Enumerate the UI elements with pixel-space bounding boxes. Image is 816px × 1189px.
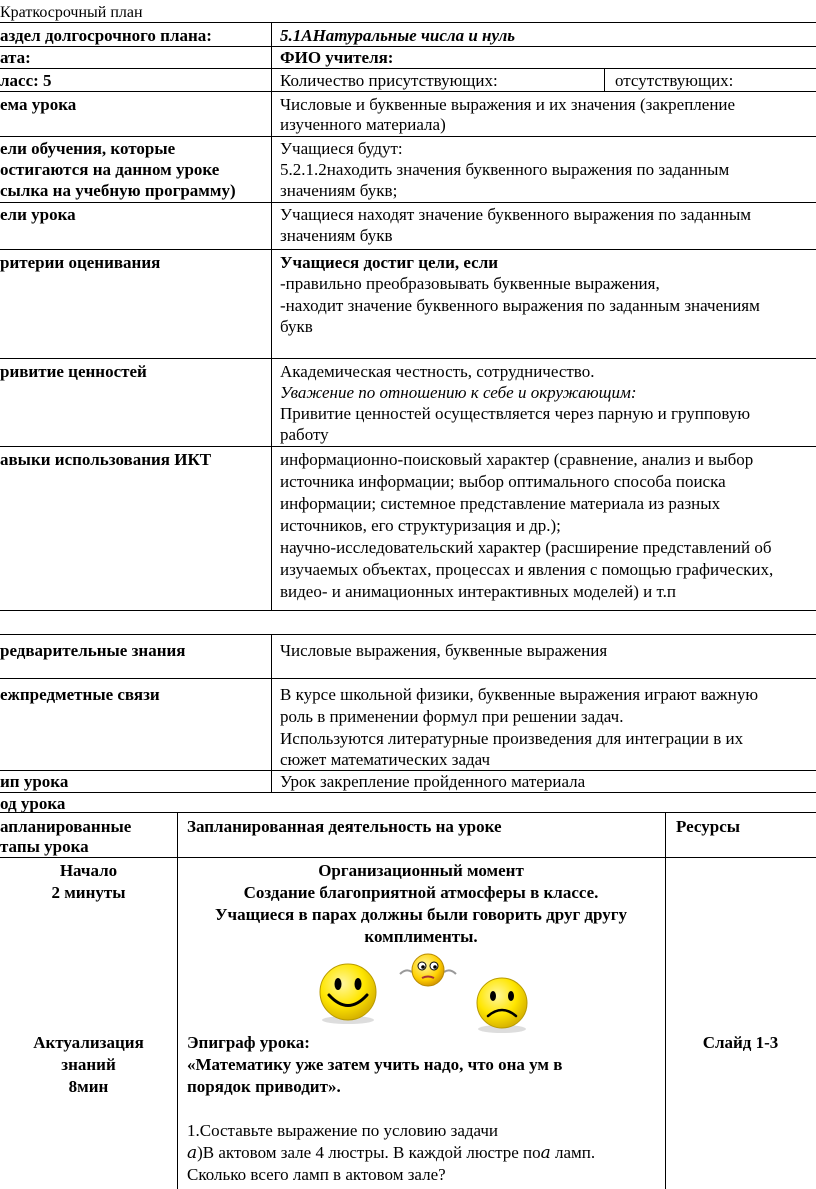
section-label: аздел долгосрочного плана: — [0, 26, 212, 45]
stage-start-name: Начало — [59, 861, 118, 880]
present-count-label: Количество присутствующих: — [280, 71, 498, 90]
task-line: 𝑎)В актовом зале 4 люстры. В каждой люстре по𝑎 ламп. — [187, 1143, 596, 1162]
table-line — [0, 202, 816, 203]
stages-header: апланированные — [0, 817, 132, 836]
cross-subject-label: ежпредметные связи — [0, 685, 160, 704]
ict-line: информационно-поисковый характер (сравнение, анализ и выбор — [280, 450, 754, 469]
cross-subject-line: роль в применении формул при решении задач. — [280, 707, 624, 726]
lesson-type-label: ип урока — [0, 772, 69, 791]
org-moment-line: Учащиеся в парах должны были говорить друг другу — [215, 905, 627, 924]
slide-resource: Слайд 1-3 — [702, 1033, 779, 1052]
lesson-goals-line: значениям букв — [280, 226, 393, 245]
values-line: Академическая честность, сотрудничество. — [280, 362, 595, 381]
table-line — [0, 812, 816, 813]
task-line: 1.Составьте выражение по условию задачи — [187, 1121, 499, 1140]
table-line — [271, 22, 272, 610]
section-value: 5.1АНатуральные числа и нуль — [280, 26, 516, 45]
stage-start-time: 2 минуты — [51, 883, 126, 902]
table-line — [0, 249, 816, 250]
lesson-goals-label: ели урока — [0, 205, 76, 224]
epigraph-line: порядок приводит». — [187, 1077, 341, 1096]
lesson-goals-line: Учащиеся находят значение буквенного выражения по заданным — [280, 205, 752, 224]
activity-header: Запланированная деятельность на уроке — [187, 817, 502, 836]
stage-actualization: знаний — [61, 1055, 116, 1074]
resources-header: Ресурсы — [676, 817, 741, 836]
table-line — [0, 22, 816, 23]
topic-line: Числовые и буквенные выражения и их значения (закрепление — [280, 95, 736, 114]
table-line — [0, 446, 816, 447]
ict-line: научно-исследовательский характер (расширение представлений об — [280, 538, 772, 557]
table-line — [271, 634, 272, 792]
table-line — [0, 610, 816, 611]
goals-line: Учащиеся будут: — [280, 139, 403, 158]
date-label: ата: — [0, 48, 31, 67]
stage-actualization: Актуализация — [33, 1033, 144, 1052]
goals-label: сылка на учебную программу) — [0, 181, 236, 200]
epigraph-line: «Математику уже затем учить надо, что она ум в — [187, 1055, 563, 1074]
values-line: Уважение по отношению к себе и окружающим: — [280, 383, 637, 402]
criteria-line: букв — [280, 317, 313, 336]
prior-knowledge-value: Числовые выражения, буквенные выражения — [280, 641, 608, 660]
smiley-thinking-icon — [396, 950, 460, 990]
org-moment-line: Организационный момент — [318, 861, 524, 880]
criteria-line: -правильно преобразовывать буквенные выражения, — [280, 274, 660, 293]
smiley-happy-icon — [313, 962, 383, 1026]
ict-line: информации; системное представление материала из разных — [280, 494, 721, 513]
goals-line: значениям букв; — [280, 181, 398, 200]
epigraph-label: Эпиграф урока: — [187, 1033, 310, 1052]
lesson-type-value: Урок закрепление пройденного материала — [280, 772, 586, 791]
prior-knowledge-label: редварительные знания — [0, 641, 186, 660]
cross-subject-line: В курсе школьной физики, буквенные выражения играют важную — [280, 685, 759, 704]
criteria-heading: Учащиеся достиг цели, если — [280, 253, 499, 272]
criteria-label: ритерии оценивания — [0, 253, 161, 272]
ict-line: источника информации; выбор оптимального способа поиска — [280, 472, 726, 491]
stage-actualization: 8мин — [68, 1077, 109, 1096]
table-line — [0, 358, 816, 359]
criteria-line: -находит значение буквенного выражения по заданным значениям — [280, 296, 760, 315]
topic-line: изученного материала) — [280, 115, 446, 134]
course-label: од урока — [0, 794, 66, 813]
org-moment-line: Создание благоприятной атмосферы в классе. — [243, 883, 599, 902]
ict-line: источников, его структуризация и др.); — [280, 516, 561, 535]
goals-line: 5.2.1.2находить значения буквенного выражения по заданным — [280, 160, 730, 179]
table-line — [0, 634, 816, 635]
ict-line: изучаемых объектах, процессах и явления с помощью графических, — [280, 560, 774, 579]
cross-subject-line: Используются литературные произведения для интеграции в их — [280, 729, 744, 748]
values-line: Привитие ценностей осуществляется через парную и групповую — [280, 404, 751, 423]
smiley-sad-icon — [470, 976, 534, 1034]
table-line — [0, 68, 816, 69]
goals-label: ели обучения, которые — [0, 139, 176, 158]
cross-subject-line: сюжет математических задач — [280, 750, 491, 769]
absent-count-label: отсутствующих: — [615, 71, 734, 90]
org-moment-line: комплименты. — [364, 927, 478, 946]
ict-line: видео- и анимационных интерактивных моделей) и т.п — [280, 582, 676, 601]
task-line: Сколько всего ламп в актовом зале? — [187, 1165, 446, 1184]
ict-label: авыки использования ИКТ — [0, 450, 212, 469]
page-title: Краткосрочный план — [0, 4, 143, 21]
table-line — [604, 68, 605, 91]
topic-label: ема урока — [0, 95, 77, 114]
table-line — [665, 812, 666, 1189]
table-line — [0, 678, 816, 679]
table-line — [0, 857, 816, 858]
stages-header: тапы урока — [0, 837, 89, 856]
class-label: ласс: 5 — [0, 71, 52, 90]
goals-label: остигаются на данном уроке — [0, 160, 220, 179]
teacher-label: ФИО учителя: — [280, 48, 394, 67]
values-line: работу — [280, 425, 329, 444]
values-label: ривитие ценностей — [0, 362, 147, 381]
table-line — [0, 136, 816, 137]
